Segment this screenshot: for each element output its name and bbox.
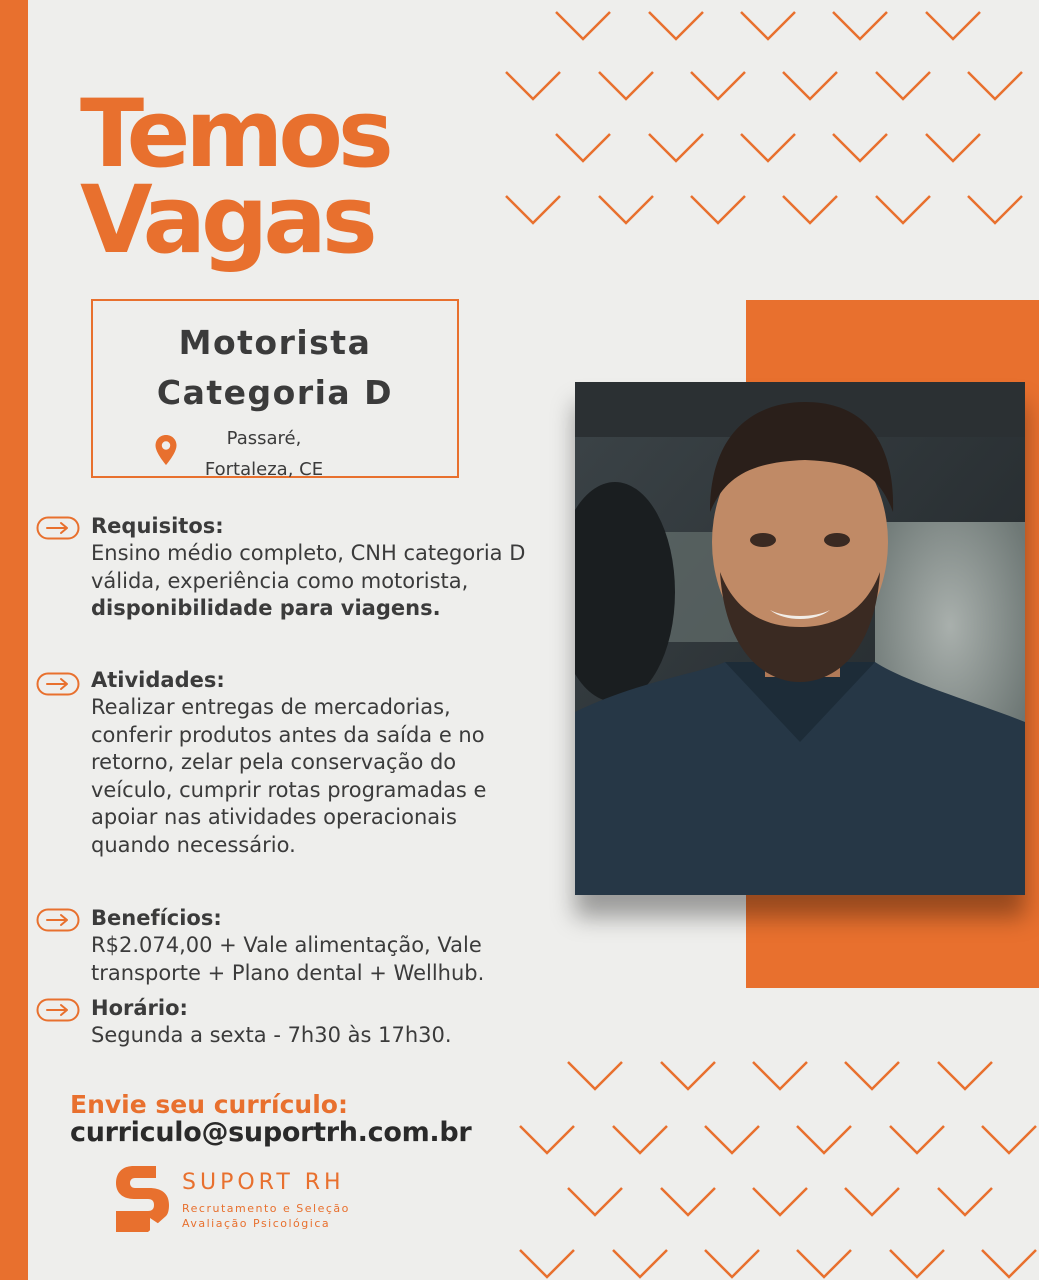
atividades-title: Atividades: (91, 668, 225, 692)
chevron-shape (876, 196, 930, 223)
requisitos-text: Ensino médio completo, CNH categoria D válida, experiência como motorista, (91, 541, 526, 593)
location-line-1: Passaré, (226, 428, 302, 449)
chevron-shape (705, 1250, 759, 1277)
requisitos-body (91, 540, 561, 623)
job-location (189, 423, 339, 485)
chevron-shape (568, 1188, 622, 1215)
job-title-box (91, 299, 459, 478)
horario-body: Segunda a sexta - 7h30 às 17h30. (91, 1023, 452, 1047)
beneficios-title: Benefícios: (91, 906, 222, 930)
chevron-shape (649, 12, 703, 39)
chevron-shape (890, 1250, 944, 1277)
headline (80, 80, 389, 275)
headline-line-2: Vagas (80, 166, 373, 275)
chevron-shape (649, 134, 703, 161)
logo-tagline-1: Recrutamento e Seleção (182, 1202, 350, 1215)
chevron-shape (661, 1188, 715, 1215)
chevron-shape (797, 1250, 851, 1277)
logo-tagline-2: Avaliação Psicológica (182, 1217, 331, 1230)
chevron-shape (613, 1126, 667, 1153)
chevron-shape (876, 72, 930, 99)
contact-email[interactable]: curriculo@suportrh.com.br (70, 1117, 472, 1148)
chevron-shape (568, 1062, 622, 1089)
chevron-shape (890, 1126, 944, 1153)
headline-line-1: Temos (80, 80, 389, 189)
chevron-shape (691, 196, 745, 223)
chevron-shape (705, 1126, 759, 1153)
map-pin-icon (154, 434, 178, 466)
chevron-shape (506, 72, 560, 99)
chevron-shape (613, 1250, 667, 1277)
chevron-shape (753, 1062, 807, 1089)
chevron-shape (753, 1188, 807, 1215)
chevron-shape (938, 1062, 992, 1089)
requisitos-bold-text: disponibilidade para viagens. (91, 596, 441, 620)
chevron-shape (968, 196, 1022, 223)
logo-tagline (182, 1201, 350, 1231)
requisitos-title: Requisitos: (91, 514, 224, 538)
chevron-shape (833, 12, 887, 39)
chevron-shape (599, 72, 653, 99)
chevron-shape (968, 72, 1022, 99)
chevron-shape (783, 72, 837, 99)
arrow-right-circle-icon (36, 672, 80, 696)
chevron-shape (520, 1250, 574, 1277)
arrow-right-circle-icon (36, 516, 80, 540)
atividades-body: Realizar entregas de mercadorias, conferir produtos antes da saída e no retorno, zelar pela conservação do veículo, cumprir rotas programadas e apoiar nas atividades operacionais quando necessário. (91, 695, 487, 857)
chevron-shape (661, 1062, 715, 1089)
chevron-shape (599, 196, 653, 223)
cta-label: Envie seu currículo: (70, 1090, 348, 1119)
job-title-line-1: Motorista (178, 323, 372, 362)
arrow-right-circle-icon (36, 998, 80, 1022)
chevron-shape (938, 1188, 992, 1215)
chevron-shape (741, 134, 795, 161)
chevron-shape (556, 12, 610, 39)
chevron-shape (926, 12, 980, 39)
location-line-2: Fortaleza, CE (204, 459, 324, 480)
chevron-shape (556, 134, 610, 161)
chevron-shape (506, 196, 560, 223)
chevron-shape (741, 12, 795, 39)
logo-name: SUPORT RH (182, 1170, 345, 1195)
suport-rh-logo-icon (112, 1162, 170, 1236)
chevron-shape (845, 1188, 899, 1215)
chevron-shape (797, 1126, 851, 1153)
chevron-shape (783, 196, 837, 223)
chevron-shape (833, 134, 887, 161)
arrow-right-circle-icon (36, 908, 80, 932)
job-title-line-2: Categoria D (156, 373, 394, 412)
beneficios-body: R$2.074,00 + Vale alimentação, Vale transporte + Plano dental + Wellhub. (91, 933, 485, 985)
chevron-shape (982, 1126, 1036, 1153)
horario-title: Horário: (91, 996, 188, 1020)
driver-photo (575, 382, 1025, 895)
chevron-shape (691, 72, 745, 99)
chevron-shape (520, 1126, 574, 1153)
chevron-shape (982, 1250, 1036, 1277)
chevron-shape (845, 1062, 899, 1089)
chevron-shape (926, 134, 980, 161)
